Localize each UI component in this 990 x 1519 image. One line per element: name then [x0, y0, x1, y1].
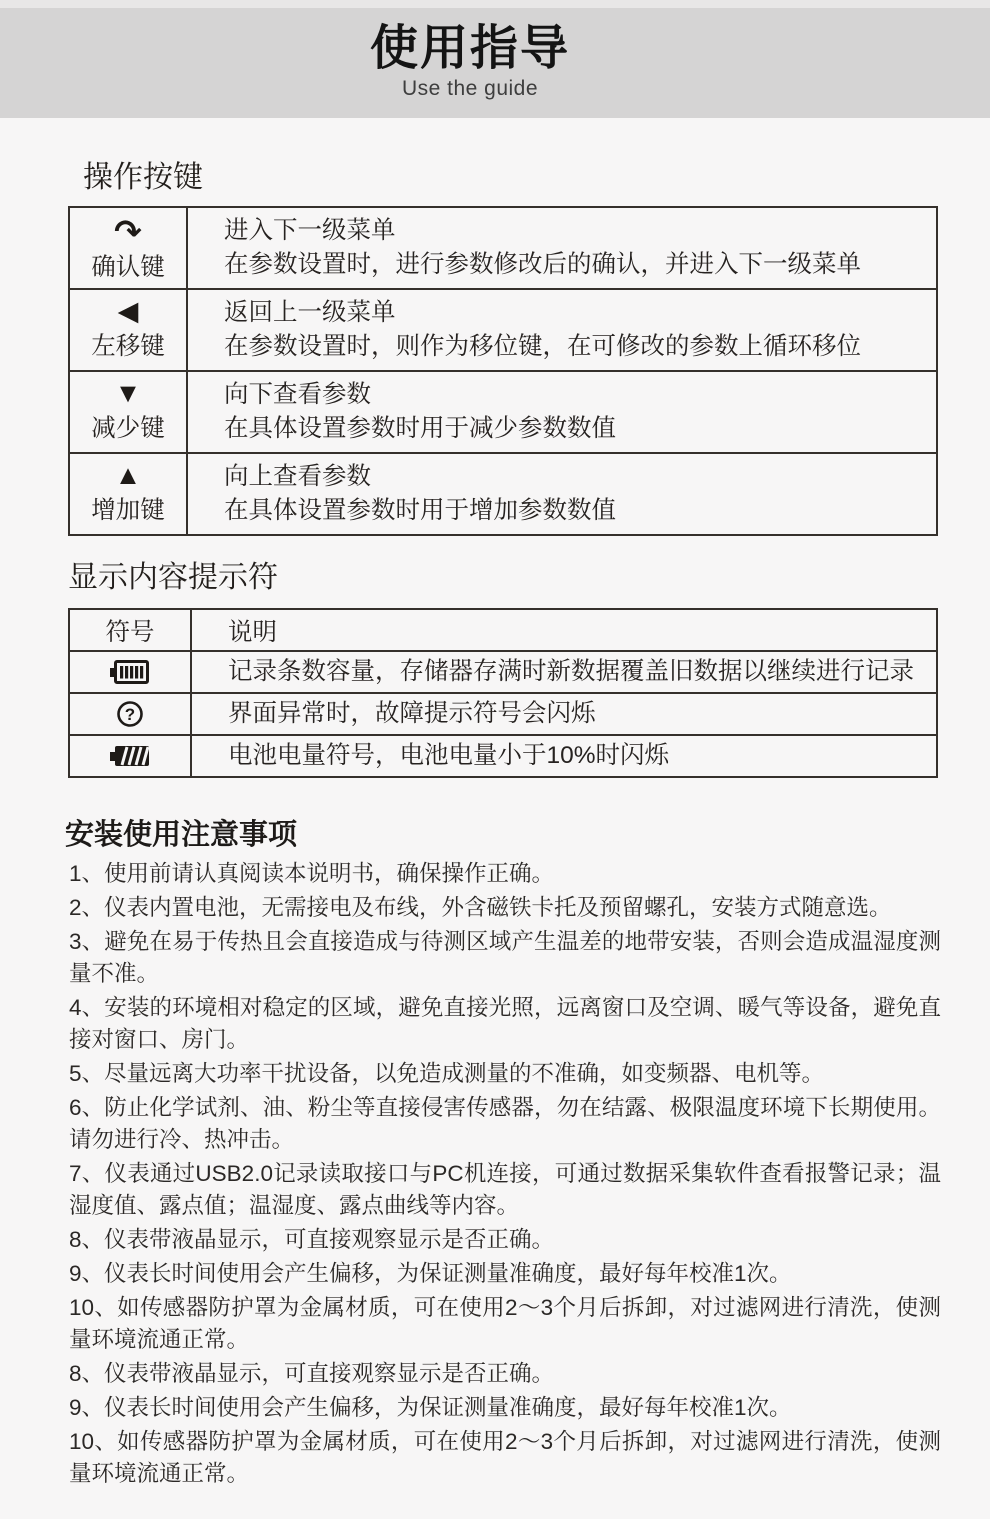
table-row — [69, 289, 937, 371]
key-description-line: 在具体设置参数时用于减少参数数值 — [224, 415, 616, 442]
note-item: 1、使用前请认真阅读本说明书，确保操作正确。 — [69, 861, 555, 886]
symbol-description: 记录条数容量，存储器存满时新数据覆盖旧数据以继续进行记录 — [228, 658, 914, 685]
table-header-row — [69, 609, 937, 651]
note-item: 4、安装的环境相对稳定的区域，避免直接光照，远离窗口及空调、暖气等设备，避免直接对窗口、房门。 — [69, 995, 941, 1052]
key-cell-left — [69, 289, 187, 371]
symbol-description-cell — [191, 693, 937, 735]
svg-text:?: ? — [124, 705, 136, 724]
table-row — [69, 371, 937, 453]
fault-question-icon — [116, 700, 144, 728]
key-description-line: 返回上一级菜单 — [224, 299, 396, 326]
symbol-description: 界面异常时，故障提示符号会闪烁 — [228, 700, 596, 727]
symbol-column-header: 符号 — [69, 609, 191, 651]
symbol-description: 电池电量符号，电池电量小于10%时闪烁 — [228, 742, 670, 769]
key-cell-confirm — [69, 207, 187, 289]
note-item: 6、防止化学试剂、油、粉尘等直接侵害传感器，勿在结露、极限温度环境下长期使用。请勿进行冷、热冲击。 — [69, 1095, 941, 1152]
key-label: 增加键 — [91, 497, 165, 524]
note-item: 10、如传感器防护罩为金属材质，可在使用2～3个月后拆卸，对过滤网进行清洗，使测量环境流通正常。 — [69, 1295, 941, 1352]
up-triangle-icon: ▲ — [114, 460, 142, 490]
top-strip — [0, 0, 990, 8]
key-label: 减少键 — [91, 415, 165, 442]
symbols-section-heading: 显示内容提示符 — [68, 561, 278, 594]
installation-notes-list — [69, 858, 941, 1490]
battery-level-icon — [110, 744, 150, 768]
symbol-cell — [69, 735, 191, 777]
note-item: 3、避免在易于传热且会直接造成与待测区域产生温差的地带安装，否则会造成温湿度测量不准。 — [69, 929, 941, 986]
note-item: 2、仪表内置电池，无需接电及布线，外含磁铁卡托及预留螺孔，安装方式随意选。 — [69, 895, 892, 920]
note-item: 8、仪表带液晶显示，可直接观察显示是否正确。 — [69, 1227, 555, 1252]
page-subtitle: Use the guide — [401, 77, 539, 100]
note-item: 10、如传感器防护罩为金属材质，可在使用2～3个月后拆卸，对过滤网进行清洗，使测量环境流通正常。 — [69, 1429, 941, 1486]
note-item: 7、仪表通过USB2.0记录读取接口与PC机连接，可通过数据采集软件查看报警记录；温湿度值、露点值；温湿度、露点曲线等内容。 — [69, 1161, 941, 1218]
symbol-description-cell — [191, 735, 937, 777]
table-row — [69, 735, 937, 777]
key-label: 左移键 — [91, 333, 165, 360]
key-description-cell — [187, 371, 937, 453]
key-description-line: 进入下一级菜单 — [224, 217, 396, 244]
notes-section-heading: 安装使用注意事项 — [65, 819, 298, 851]
key-description-line: 向下查看参数 — [224, 381, 371, 408]
note-item: 9、仪表长时间使用会产生偏移，为保证测量准确度，最好每年校准1次。 — [69, 1261, 792, 1286]
note-item: 8、仪表带液晶显示，可直接观察显示是否正确。 — [69, 1361, 555, 1386]
table-row — [69, 693, 937, 735]
symbol-cell — [69, 693, 191, 735]
key-cell-decrease — [69, 371, 187, 453]
key-description-line: 在参数设置时，进行参数修改后的确认，并进入下一级菜单 — [224, 251, 861, 278]
key-description-cell — [187, 453, 937, 535]
symbol-cell — [69, 651, 191, 693]
confirm-rotate-arrow-icon: ↷ — [114, 213, 142, 250]
keys-section-heading: 操作按键 — [83, 161, 203, 194]
down-triangle-icon: ▼ — [114, 378, 142, 408]
key-description-line: 在参数设置时，则作为移位键，在可修改的参数上循环移位 — [224, 333, 861, 360]
note-item: 9、仪表长时间使用会产生偏移，为保证测量准确度，最好每年校准1次。 — [69, 1395, 792, 1420]
page-title: 使用指导 — [369, 22, 570, 75]
key-description-line: 在具体设置参数时用于增加参数数值 — [224, 497, 616, 524]
table-row — [69, 207, 937, 289]
description-column-header: 说明 — [191, 609, 937, 651]
note-item: 5、尽量远离大功率干扰设备，以免造成测量的不准确，如变频器、电机等。 — [69, 1061, 825, 1086]
display-symbols-table — [68, 608, 938, 778]
record-capacity-icon — [110, 658, 150, 686]
key-description-cell — [187, 289, 937, 371]
symbol-description-cell — [191, 651, 937, 693]
page-header — [0, 8, 990, 118]
table-row — [69, 453, 937, 535]
operation-keys-table — [68, 206, 938, 536]
key-description-line: 向上查看参数 — [224, 463, 371, 490]
key-description-cell — [187, 207, 937, 289]
left-triangle-icon: ◀ — [117, 296, 139, 326]
table-row — [69, 651, 937, 693]
key-cell-increase — [69, 453, 187, 535]
key-label: 确认键 — [91, 254, 165, 281]
